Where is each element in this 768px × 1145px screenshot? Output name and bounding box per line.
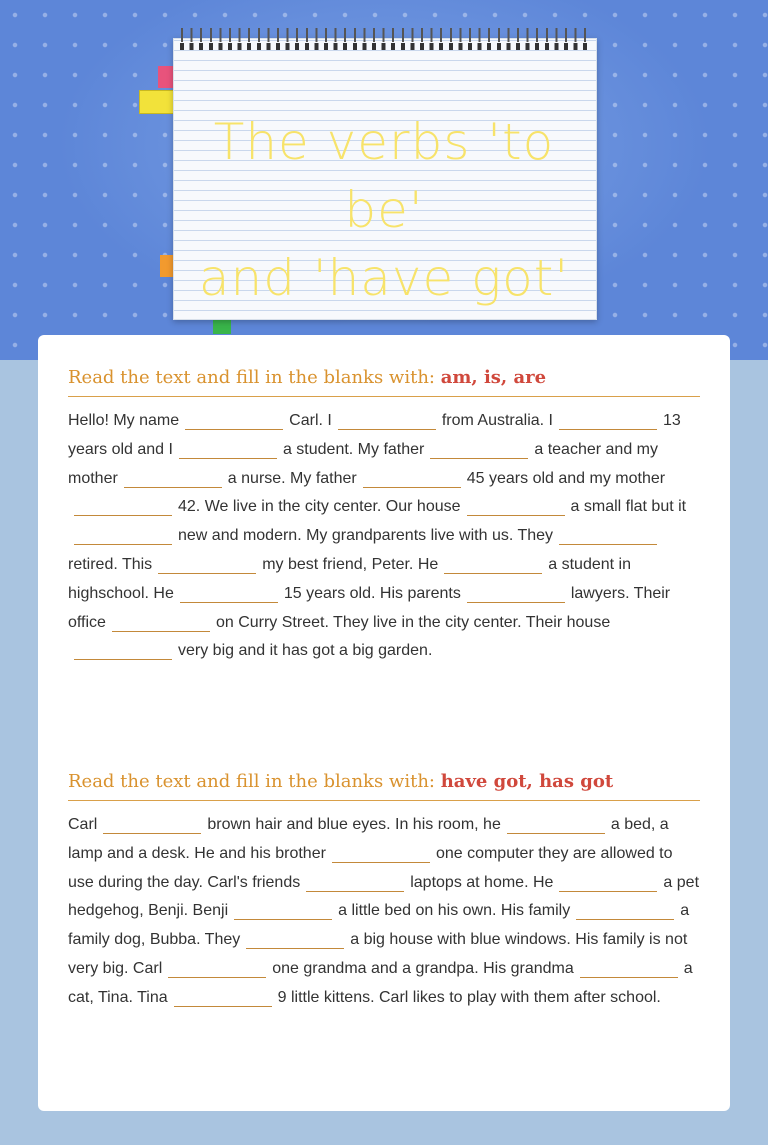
answer-blank[interactable] [444,555,542,574]
notebook-tab-green [213,318,231,334]
text-segment: retired. This [68,555,153,573]
answer-blank[interactable] [103,815,201,834]
answer-blank[interactable] [332,844,430,863]
text-segment: Carl. I [289,412,332,429]
answer-blank[interactable] [559,411,657,430]
answer-blank[interactable] [246,930,344,949]
text-segment: a small flat but it [570,498,687,516]
section-1-heading [68,359,700,397]
text-segment: 45 years old and my mother [466,469,666,487]
text-segment: my best friend, Peter. He [262,555,439,573]
worksheet-card [38,335,730,1111]
answer-blank[interactable] [74,526,172,545]
answer-blank[interactable] [559,526,657,545]
text-segment: a nurse. My father [227,469,357,487]
section-1-text [68,407,700,666]
answer-blank[interactable] [174,988,272,1007]
text-segment: new and modern. My grandparents live with us. They [178,527,554,545]
notebook-tab-yellow [139,90,177,114]
title-line-1: The verbs 'to be' [213,113,555,239]
text-segment: one grandma and a grandpa. His grandma [272,959,574,977]
spiral-binding-lower [178,43,590,50]
section-2-words: have got, has got [440,771,614,792]
answer-blank[interactable] [467,497,565,516]
section-1 [68,359,700,666]
answer-blank[interactable] [124,469,222,488]
text-segment: very big and it has got a big garden. [178,642,433,660]
answer-blank[interactable] [185,411,283,430]
answer-blank[interactable] [234,901,332,920]
answer-blank[interactable] [363,469,461,488]
text-segment: laptops at home. He [410,873,554,891]
section-2 [68,763,700,1013]
text-segment: a student. My father [282,440,425,458]
text-segment: Carl [68,816,98,833]
section-1-instruction: Read the text and fill in the blanks with: [68,367,435,388]
answer-blank[interactable] [158,555,256,574]
answer-blank[interactable] [74,497,172,516]
answer-blank[interactable] [179,440,277,459]
answer-blank[interactable] [576,901,674,920]
text-segment: 15 years old. His parents [283,584,461,602]
text-segment: a little bed on his own. His family [338,902,571,920]
answer-blank[interactable] [74,641,172,660]
text-segment: a student in highschool. He [68,555,631,602]
text-segment: a cat, Tina. Tina [68,959,693,1006]
text-segment: a pet hedgehog, Benji. Benji [68,873,700,920]
text-segment: from Australia. I [441,412,553,429]
section-1-words: am, is, are [440,367,547,388]
page-title [173,108,595,312]
text-segment: a family dog, Bubba. They [68,902,690,949]
answer-blank[interactable] [112,613,210,632]
text-segment: brown hair and blue eyes. In his room, he [207,816,501,833]
text-segment: 13 years old and I [68,412,681,458]
text-segment: 42. We live in the city center. Our house [178,498,461,516]
answer-blank[interactable] [180,584,278,603]
section-2-instruction: Read the text and fill in the blanks with: [68,771,435,792]
answer-blank[interactable] [430,440,528,459]
answer-blank[interactable] [168,959,266,978]
answer-blank[interactable] [306,873,404,892]
text-segment: one computer they are allowed to use during the day. Carl's friends [68,844,673,891]
text-segment: a big house with blue windows. His family is not very big. Carl [68,931,688,977]
text-segment: Hello! My name [68,412,180,429]
text-segment: on Curry Street. They live in the city center. Their house [215,613,611,631]
text-segment: a teacher and my mother [68,440,658,487]
title-line-2: and 'have got' [198,249,570,307]
answer-blank[interactable] [467,584,565,603]
answer-blank[interactable] [580,959,678,978]
text-segment: lawyers. Their office [68,584,671,631]
text-segment: 9 little kittens. Carl likes to play with them after school. [277,988,661,1006]
answer-blank[interactable] [559,873,657,892]
text-segment: a bed, a lamp and a desk. He and his brother [68,816,669,862]
section-2-heading [68,763,700,801]
answer-blank[interactable] [507,815,605,834]
section-2-text [68,811,700,1013]
answer-blank[interactable] [338,411,436,430]
